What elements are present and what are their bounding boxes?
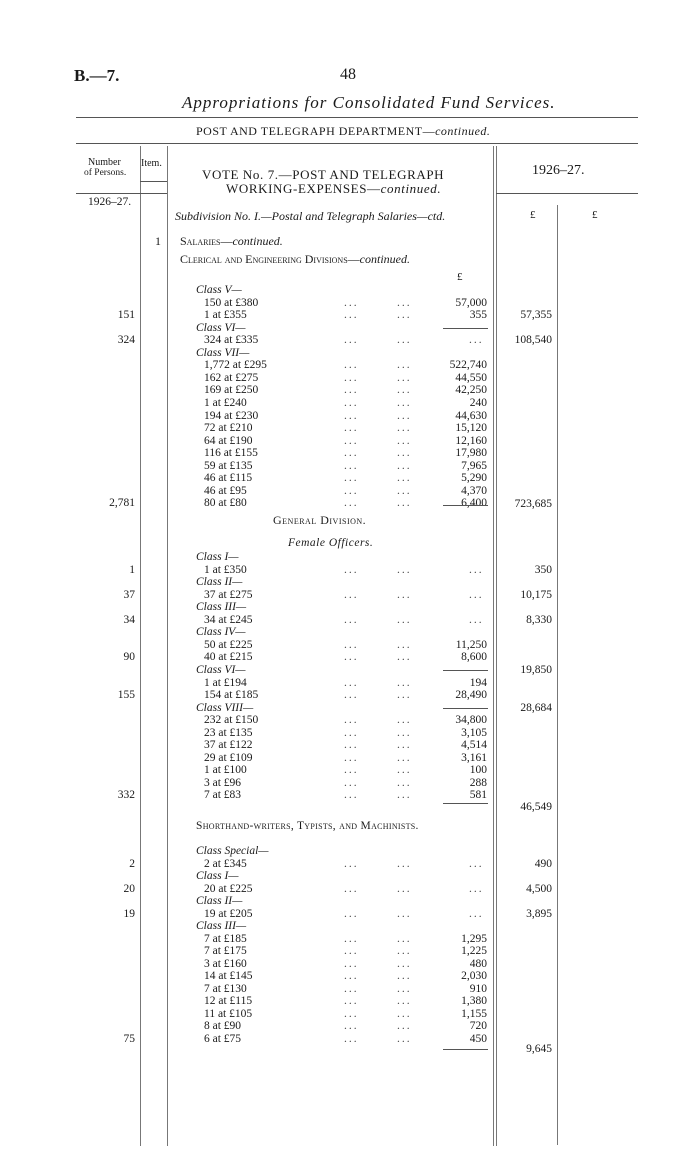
rate-label: 150 at £380 xyxy=(204,296,259,309)
amount-value: 6,400 xyxy=(461,497,487,510)
leader-dots: ... xyxy=(397,384,412,397)
leader-dots: ... xyxy=(397,857,412,870)
table-row xyxy=(0,359,700,371)
leader-dots: ... xyxy=(397,970,412,982)
amount-value: 1,295 xyxy=(461,932,487,945)
table-row xyxy=(0,614,700,626)
amount-value: 355 xyxy=(469,309,487,322)
table-row xyxy=(0,422,700,434)
persons-count: 324 xyxy=(117,334,135,347)
amount-value: 3,105 xyxy=(461,726,487,739)
leader-dots: ... xyxy=(397,638,412,651)
total-value: 19,850 xyxy=(520,663,552,676)
leader-dots: ... xyxy=(344,334,359,347)
table-row xyxy=(0,651,700,663)
leader-dots: ... xyxy=(397,957,412,970)
subtotal-rule xyxy=(443,505,488,506)
leader-dots: ... xyxy=(344,1032,359,1045)
table-row xyxy=(0,1033,700,1045)
total-value: 10,175 xyxy=(520,588,552,601)
item-header-rule xyxy=(140,181,167,182)
amount-value: 11,250 xyxy=(455,638,487,651)
amount-value: 480 xyxy=(469,957,487,970)
rate-label: 232 at £150 xyxy=(204,714,259,727)
rate-label: 50 at £225 xyxy=(204,638,253,651)
amount-value: 28,490 xyxy=(455,689,487,702)
leader-dots: ... xyxy=(397,497,412,510)
table-row xyxy=(0,1008,700,1020)
amount-value: 57,000 xyxy=(455,296,487,309)
leader-dots: ... xyxy=(344,563,359,576)
leader-dots: ... xyxy=(397,726,412,739)
leader-dots: ... xyxy=(344,676,359,689)
leader-dots: ... xyxy=(397,359,412,372)
leader-dots: ... xyxy=(469,907,484,920)
year-rule xyxy=(76,193,167,194)
leader-dots: ... xyxy=(397,982,412,995)
leader-dots: ... xyxy=(397,995,412,1007)
amount-value: 720 xyxy=(469,1020,487,1032)
leader-dots: ... xyxy=(397,882,412,895)
female-total: 46,549 xyxy=(520,801,552,813)
amount-value: 522,740 xyxy=(449,359,487,372)
leader-dots: ... xyxy=(397,434,412,447)
female-officers-heading: Female Officers. xyxy=(288,537,374,549)
table-row xyxy=(0,576,700,588)
persons-count: 151 xyxy=(117,309,135,322)
rate-label: 37 at £122 xyxy=(204,739,253,752)
table-row xyxy=(0,920,700,932)
leader-dots: ... xyxy=(344,776,359,789)
amount-value: 1,225 xyxy=(461,945,487,957)
rate-label: 324 at £335 xyxy=(204,334,259,347)
leader-dots: ... xyxy=(344,1020,359,1032)
class-vii-total: 723,685 xyxy=(514,498,552,510)
table-row xyxy=(0,995,700,1007)
leader-dots: ... xyxy=(344,371,359,384)
table-row xyxy=(0,410,700,422)
pound-heading-2: £ xyxy=(592,209,598,221)
table-row xyxy=(0,702,700,714)
leader-dots: ... xyxy=(344,296,359,309)
leader-dots: ... xyxy=(344,651,359,664)
amount-value: 100 xyxy=(469,764,487,777)
rate-label: 154 at £185 xyxy=(204,689,259,702)
leader-dots: ... xyxy=(397,689,412,702)
rate-label: 46 at £115 xyxy=(204,472,253,485)
table-row xyxy=(0,589,700,601)
leader-dots: ... xyxy=(397,409,412,422)
amount-value: 34,800 xyxy=(455,714,487,727)
total-value: 28,684 xyxy=(520,701,552,714)
table-row xyxy=(0,347,700,359)
rate-label: 1 at £350 xyxy=(204,563,247,576)
page-title: Appropriations for Consolidated Fund Services. xyxy=(182,93,556,112)
table-row xyxy=(0,664,700,676)
table-row xyxy=(0,626,700,638)
table-row xyxy=(0,639,700,651)
table-row xyxy=(0,297,700,309)
leader-dots: ... xyxy=(397,714,412,727)
subtotal-rule xyxy=(443,328,488,329)
leader-dots: ... xyxy=(397,371,412,384)
vote-subtitle: WORKING-EXPENSES—continued. xyxy=(226,181,442,196)
amount-value: 8,600 xyxy=(461,651,487,664)
persons-count: 155 xyxy=(117,689,135,702)
leader-dots: ... xyxy=(397,396,412,409)
clerical-heading: Clerical and Engineering Divisions—continued. xyxy=(180,252,410,266)
leader-dots: ... xyxy=(397,932,412,945)
leader-dots: ... xyxy=(397,764,412,777)
total-value: 8,330 xyxy=(526,613,552,626)
amount-value: 1,155 xyxy=(461,1007,487,1020)
class-label: Class VI— xyxy=(196,663,246,676)
rate-label: 194 at £230 xyxy=(204,409,259,422)
number-heading: Number xyxy=(88,157,121,168)
rate-label: 14 at £145 xyxy=(204,970,253,982)
amount-value: 4,514 xyxy=(461,739,487,752)
amount-value: 240 xyxy=(469,396,487,409)
year-rule-right xyxy=(496,193,638,194)
year-heading-left: 1926–27. xyxy=(88,196,132,208)
leader-dots: ... xyxy=(397,789,412,802)
leader-dots: ... xyxy=(469,613,484,626)
table-row xyxy=(0,727,700,739)
rate-label: 116 at £155 xyxy=(204,447,258,460)
amount-value: 17,980 xyxy=(455,447,487,460)
leader-dots: ... xyxy=(397,588,412,601)
leader-dots: ... xyxy=(397,651,412,664)
leader-dots: ... xyxy=(397,776,412,789)
subtotal-rule xyxy=(443,670,488,671)
year-heading-right: 1926–27. xyxy=(532,163,585,178)
amount-value: 3,161 xyxy=(461,751,487,764)
amount-value: 44,550 xyxy=(455,371,487,384)
shorthand-total: 9,645 xyxy=(526,1043,552,1055)
leader-dots: ... xyxy=(344,739,359,752)
leader-dots: ... xyxy=(397,613,412,626)
leader-dots: ... xyxy=(397,484,412,497)
leader-dots: ... xyxy=(344,422,359,435)
leader-dots: ... xyxy=(397,1020,412,1032)
table-row xyxy=(0,384,700,396)
table-row xyxy=(0,933,700,945)
rate-label: 64 at £190 xyxy=(204,434,253,447)
leader-dots: ... xyxy=(344,764,359,777)
table-row xyxy=(0,485,700,497)
pound-heading-1: £ xyxy=(530,209,536,221)
leader-dots: ... xyxy=(344,309,359,322)
amount-value: 288 xyxy=(469,776,487,789)
rate-label: 7 at £130 xyxy=(204,982,247,995)
total-value: 108,540 xyxy=(514,334,552,347)
rate-label: 7 at £175 xyxy=(204,945,247,957)
table-row xyxy=(0,845,700,857)
leader-dots: ... xyxy=(344,638,359,651)
table-row xyxy=(0,689,700,701)
amount-value: 7,965 xyxy=(461,459,487,472)
table-row xyxy=(0,284,700,296)
table-row xyxy=(0,372,700,384)
leader-dots: ... xyxy=(469,857,484,870)
leader-dots: ... xyxy=(397,1007,412,1020)
table-row xyxy=(0,334,700,346)
rate-label: 46 at £95 xyxy=(204,484,247,497)
subdivision-heading: Subdivision No. I.—Postal and Telegraph Salaries—ctd. xyxy=(175,209,446,223)
rate-label: 37 at £275 xyxy=(204,588,253,601)
leader-dots: ... xyxy=(469,882,484,895)
vote-title: VOTE No. 7.—POST AND TELEGRAPH xyxy=(202,167,445,182)
leader-dots: ... xyxy=(397,563,412,576)
leader-dots: ... xyxy=(344,970,359,982)
total-value: 4,500 xyxy=(526,882,552,895)
total-value: 350 xyxy=(534,563,552,576)
leader-dots: ... xyxy=(344,751,359,764)
table-row xyxy=(0,970,700,982)
table-row xyxy=(0,764,700,776)
table-row xyxy=(0,1020,700,1032)
leader-dots: ... xyxy=(397,676,412,689)
leader-dots: ... xyxy=(469,588,484,601)
rate-label: 2 at £345 xyxy=(204,857,247,870)
leader-dots: ... xyxy=(344,472,359,485)
leader-dots: ... xyxy=(397,309,412,322)
subtotal-rule xyxy=(443,803,488,804)
leader-dots: ... xyxy=(344,459,359,472)
persons-count: 90 xyxy=(123,651,135,664)
leader-dots: ... xyxy=(397,422,412,435)
salaries-heading: Salaries—continued. xyxy=(180,234,283,248)
leader-dots: ... xyxy=(344,613,359,626)
table-row xyxy=(0,883,700,895)
header-rule-2 xyxy=(76,143,638,144)
amount-value: 910 xyxy=(469,982,487,995)
rate-label: 11 at £105 xyxy=(204,1007,253,1020)
amount-pound-sign: £ xyxy=(457,271,463,283)
general-division-heading: General Division. xyxy=(273,513,367,527)
leader-dots: ... xyxy=(344,907,359,920)
amount-value: 15,120 xyxy=(455,422,487,435)
table-row xyxy=(0,551,700,563)
rate-label: 6 at £75 xyxy=(204,1032,242,1045)
amount-value: 12,160 xyxy=(455,434,487,447)
persons-count: 19 xyxy=(123,907,135,920)
class-label: Class III— xyxy=(196,601,247,614)
rate-label: 34 at £245 xyxy=(204,613,253,626)
leader-dots: ... xyxy=(344,714,359,727)
leader-dots: ... xyxy=(397,945,412,957)
table-row xyxy=(0,460,700,472)
leader-dots: ... xyxy=(344,932,359,945)
leader-dots: ... xyxy=(344,689,359,702)
total-value: 3,895 xyxy=(526,907,552,920)
leader-dots: ... xyxy=(344,957,359,970)
shorthand-heading: Shorthand-writers, Typists, and Machinists. xyxy=(196,820,419,832)
leader-dots: ... xyxy=(397,447,412,460)
leader-dots: ... xyxy=(397,472,412,485)
persons-count: 332 xyxy=(117,789,135,802)
leader-dots: ... xyxy=(397,296,412,309)
table-row xyxy=(0,895,700,907)
persons-heading: of Persons. xyxy=(84,168,127,178)
table-row xyxy=(0,472,700,484)
amount-value: 2,030 xyxy=(461,970,487,982)
leader-dots: ... xyxy=(344,484,359,497)
amount-value: 450 xyxy=(469,1032,487,1045)
leader-dots: ... xyxy=(344,857,359,870)
table-row xyxy=(0,322,700,334)
rate-label: 40 at £215 xyxy=(204,651,253,664)
table-row xyxy=(0,789,700,801)
persons-count: 34 xyxy=(123,613,135,626)
header-rule xyxy=(76,117,638,118)
table-row xyxy=(0,497,700,509)
rate-label: 19 at £205 xyxy=(204,907,253,920)
rate-label: 7 at £83 xyxy=(204,789,242,802)
table-row xyxy=(0,945,700,957)
table-row xyxy=(0,564,700,576)
leader-dots: ... xyxy=(344,995,359,1007)
table-row xyxy=(0,309,700,321)
persons-count: 2,781 xyxy=(109,497,135,510)
leader-dots: ... xyxy=(344,726,359,739)
rate-label: 169 at £250 xyxy=(204,384,259,397)
rate-label: 7 at £185 xyxy=(204,932,247,945)
amount-value: 44,630 xyxy=(455,409,487,422)
rate-label: 20 at £225 xyxy=(204,882,253,895)
leader-dots: ... xyxy=(344,359,359,372)
total-value: 490 xyxy=(534,857,552,870)
table-row xyxy=(0,714,700,726)
leader-dots: ... xyxy=(344,882,359,895)
class-label: Class IV— xyxy=(196,626,246,639)
leader-dots: ... xyxy=(344,588,359,601)
leader-dots: ... xyxy=(344,434,359,447)
table-row xyxy=(0,908,700,920)
leader-dots: ... xyxy=(344,409,359,422)
document-reference: B.—7. xyxy=(74,66,120,85)
class-label: Class VI— xyxy=(196,321,246,334)
rate-label: 1 at £100 xyxy=(204,764,247,777)
table-row xyxy=(0,397,700,409)
leader-dots: ... xyxy=(344,789,359,802)
amount-value: 581 xyxy=(469,789,487,802)
persons-count: 20 xyxy=(123,882,135,895)
rate-label: 1,772 at £295 xyxy=(204,359,267,372)
subtotal-rule xyxy=(443,708,488,709)
table-row xyxy=(0,739,700,751)
table-row xyxy=(0,752,700,764)
leader-dots: ... xyxy=(344,447,359,460)
class-label: Class Special— xyxy=(196,845,269,857)
table-row xyxy=(0,958,700,970)
table-row xyxy=(0,858,700,870)
class-label: Class VIII— xyxy=(196,701,254,714)
leader-dots: ... xyxy=(397,739,412,752)
table-row xyxy=(0,601,700,613)
class-label: Class II— xyxy=(196,576,243,589)
rate-label: 1 at £240 xyxy=(204,396,247,409)
rate-label: 3 at £96 xyxy=(204,776,242,789)
amount-value: 1,380 xyxy=(461,995,487,1007)
class-label: Class I— xyxy=(196,551,239,563)
rate-label: 80 at £80 xyxy=(204,497,247,510)
persons-count: 75 xyxy=(123,1032,135,1045)
leader-dots: ... xyxy=(397,751,412,764)
table-row xyxy=(0,677,700,689)
rate-label: 1 at £355 xyxy=(204,309,247,322)
leader-dots: ... xyxy=(397,459,412,472)
persons-count: 1 xyxy=(129,563,135,576)
leader-dots: ... xyxy=(344,497,359,510)
amount-value: 194 xyxy=(469,676,487,689)
leader-dots: ... xyxy=(469,563,484,576)
rate-label: 59 at £135 xyxy=(204,459,253,472)
rate-label: 29 at £109 xyxy=(204,751,253,764)
leader-dots: ... xyxy=(397,1032,412,1045)
table-row xyxy=(0,447,700,459)
department-heading: POST AND TELEGRAPH DEPARTMENT—continued. xyxy=(196,124,491,138)
class-v-total: 57,355 xyxy=(520,309,552,321)
class-label: Class II— xyxy=(196,895,243,907)
class-label: Class VII— xyxy=(196,346,250,359)
leader-dots: ... xyxy=(344,1007,359,1020)
rate-label: 3 at £160 xyxy=(204,957,247,970)
leader-dots: ... xyxy=(344,384,359,397)
table-row xyxy=(0,777,700,789)
table-row xyxy=(0,983,700,995)
leader-dots: ... xyxy=(344,396,359,409)
page-number: 48 xyxy=(340,66,356,83)
leader-dots: ... xyxy=(344,945,359,957)
class-label: Class V— xyxy=(196,284,242,296)
subtotal-rule xyxy=(443,1049,488,1050)
persons-count: 2 xyxy=(129,857,135,870)
rate-label: 12 at £115 xyxy=(204,995,253,1007)
rate-label: 23 at £135 xyxy=(204,726,253,739)
leader-dots: ... xyxy=(397,334,412,347)
amount-value: 4,370 xyxy=(461,484,487,497)
rate-label: 1 at £194 xyxy=(204,676,247,689)
table-row xyxy=(0,870,700,882)
item-number: 1 xyxy=(155,234,161,248)
leader-dots: ... xyxy=(469,334,484,347)
table-row xyxy=(0,435,700,447)
persons-count: 37 xyxy=(123,588,135,601)
class-label: Class I— xyxy=(196,870,239,882)
leader-dots: ... xyxy=(344,982,359,995)
rate-label: 162 at £275 xyxy=(204,371,259,384)
amount-value: 42,250 xyxy=(455,384,487,397)
class-label: Class III— xyxy=(196,920,247,932)
rate-label: 8 at £90 xyxy=(204,1020,242,1032)
rate-label: 72 at £210 xyxy=(204,422,253,435)
leader-dots: ... xyxy=(397,907,412,920)
item-heading: Item. xyxy=(141,158,162,169)
amount-value: 5,290 xyxy=(461,472,487,485)
